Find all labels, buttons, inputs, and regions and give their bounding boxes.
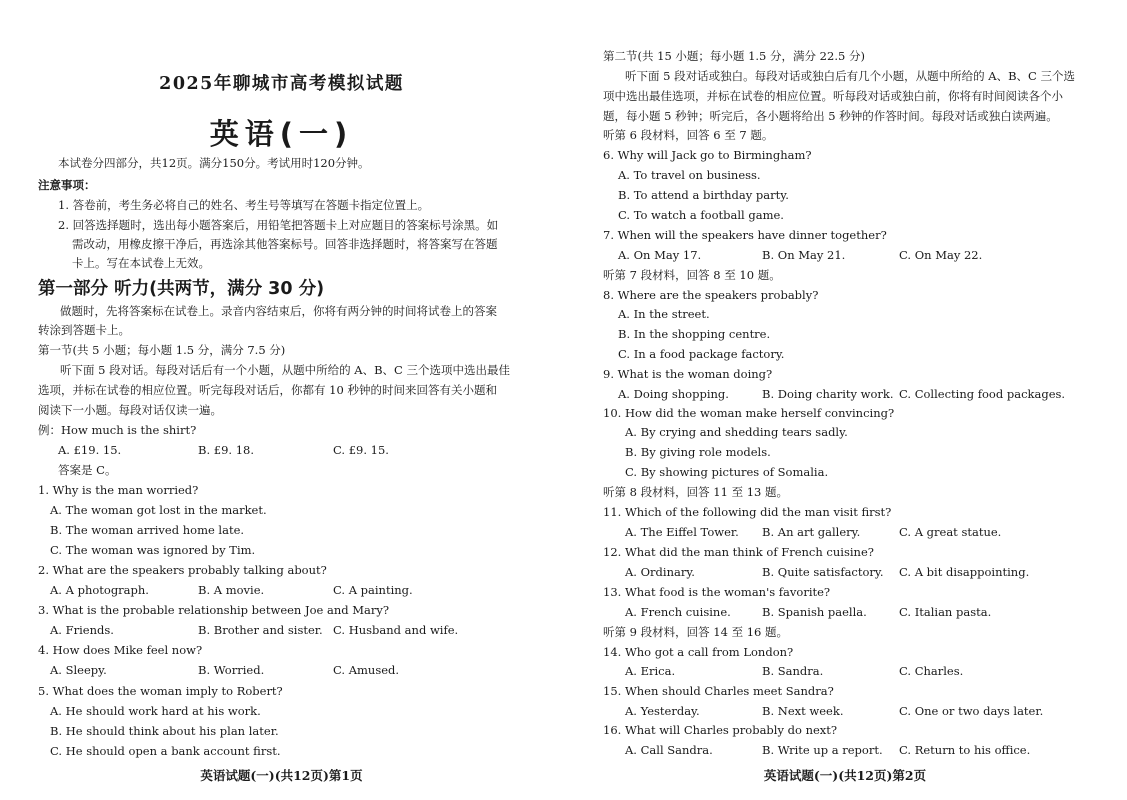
part1-instruction-line-2: 转涂到答题卡上。	[38, 323, 130, 337]
exam-title: 2025年聊城市高考模拟试题	[159, 74, 404, 94]
question-10-option-b: B. By giving role models.	[625, 445, 771, 459]
question-8-option-b: B. In the shopping centre.	[618, 327, 771, 341]
question-12-option-b: B. Quite satisfactory.	[762, 565, 884, 579]
example-option-b: B. £9. 18.	[198, 443, 254, 457]
question-11-option-b: B. An art gallery.	[762, 525, 861, 539]
note-2-line-2: 需改动，用橡皮擦干净后，再选涂其他答案标号。回答非选择题时，将答案写在答题	[72, 237, 498, 251]
question-12-option-a: A. Ordinary.	[625, 565, 695, 579]
question-7-option-a: A. On May 17.	[618, 248, 702, 262]
question-13-option-c: C. Italian pasta.	[899, 605, 992, 619]
question-11: 11. Which of the following did the man visit first?	[603, 505, 892, 519]
question-11-option-c: C. A great statue.	[899, 525, 1002, 539]
question-5-option-b: B. He should think about his plan later.	[50, 724, 279, 738]
question-15-option-a: A. Yesterday.	[625, 704, 700, 718]
question-14-option-c: C. Charles.	[899, 664, 964, 678]
question-1-option-c: C. The woman was ignored by Tim.	[50, 543, 256, 557]
question-13-option-b: B. Spanish paella.	[762, 605, 867, 619]
question-4-option-b: B. Worried.	[198, 663, 265, 677]
question-14-option-b: B. Sandra.	[762, 664, 824, 678]
question-2-option-b: B. A movie.	[198, 583, 265, 597]
right-page-footer: 英语试题(一)(共12页)第2页	[763, 768, 927, 783]
part1-instruction-line-1: 做题时，先将答案标在试卷上。录音内容结束后，你将有两分钟的时间将试卷上的答案	[60, 304, 497, 318]
question-2-option-a: A. A photograph.	[50, 583, 149, 597]
question-9-option-c: C. Collecting food packages.	[899, 387, 1066, 401]
material-6-heading: 听第 6 段材料，回答 6 至 7 题。	[603, 128, 774, 142]
section1-instruction-line-2: 选项，并标在试卷的相应位置。听完每段对话后，你都有 10 秒钟的时间来回答有关小题和	[38, 383, 497, 397]
question-16-option-a: A. Call Sandra.	[625, 743, 713, 757]
question-7-option-c: C. On May 22.	[899, 248, 983, 262]
example-option-c: C. £9. 15.	[333, 443, 389, 457]
section1-heading: 第一节(共 5 小题；每小题 1.5 分，满分 7.5 分)	[38, 343, 286, 357]
example-option-a: A. £19. 15.	[58, 443, 122, 457]
question-8-option-a: A. In the street.	[618, 307, 710, 321]
section2-instruction-line-2: 项中选出最佳选项，并标在试卷的相应位置。听每段对话或独白前，你将有时间阅读各个小	[603, 89, 1063, 103]
question-10: 10. How did the woman make herself convincing?	[603, 406, 895, 420]
section1-instruction-line-3: 阅读下一小题。每段对话仅读一遍。	[38, 403, 222, 417]
question-15-option-c: C. One or two days later.	[899, 704, 1044, 718]
question-5-option-c: C. He should open a bank account first.	[50, 744, 281, 758]
question-4: 4. How does Mike feel now?	[38, 643, 203, 657]
question-6-option-b: B. To attend a birthday party.	[618, 188, 789, 202]
question-3-option-b: B. Brother and sister.	[198, 623, 323, 637]
question-3-option-c: C. Husband and wife.	[333, 623, 459, 637]
subject-title: 英语(一)	[209, 117, 354, 151]
question-13: 13. What food is the woman's favorite?	[603, 585, 831, 599]
question-4-option-a: A. Sleepy.	[50, 663, 107, 677]
section2-heading: 第二节(共 15 小题；每小题 1.5 分，满分 22.5 分)	[603, 49, 865, 63]
question-7-option-b: B. On May 21.	[762, 248, 846, 262]
question-8: 8. Where are the speakers probably?	[603, 288, 819, 302]
note-2-line-3: 卡上。写在本试卷上无效。	[72, 256, 210, 270]
question-15-option-b: B. Next week.	[762, 704, 844, 718]
note-2-line-1: 2. 回答选择题时，选出每小题答案后，用铅笔把答题卡上对应题目的答案标号涂黑。如	[58, 218, 499, 232]
question-16: 16. What will Charles probably do next?	[603, 723, 838, 737]
question-3: 3. What is the probable relationship between Joe and Mary?	[38, 603, 390, 617]
question-12-option-c: C. A bit disappointing.	[899, 565, 1030, 579]
question-1: 1. Why is the man worried?	[38, 483, 199, 497]
question-5-option-a: A. He should work hard at his work.	[50, 704, 261, 718]
question-16-option-b: B. Write up a report.	[762, 743, 883, 757]
question-14-option-a: A. Erica.	[625, 664, 676, 678]
question-5: 5. What does the woman imply to Robert?	[38, 684, 283, 698]
note-1: 1. 答卷前，考生务必将自己的姓名、考生号等填写在答题卡指定位置上。	[58, 198, 430, 212]
question-9-option-b: B. Doing charity work.	[762, 387, 894, 401]
part1-heading: 第一部分 听力(共两节，满分 30 分)	[38, 279, 325, 299]
question-14: 14. Who got a call from London?	[603, 645, 794, 659]
left-page-footer: 英语试题(一)(共12页)第1页	[200, 768, 363, 783]
question-6: 6. Why will Jack go to Birmingham?	[603, 148, 812, 162]
material-9-heading: 听第 9 段材料，回答 14 至 16 题。	[603, 625, 789, 639]
example-answer: 答案是 C。	[58, 463, 117, 477]
section2-instruction-line-1: 听下面 5 段对话或独白。每段对话或独白后有几个小题，从题中所给的 A、B、C 三个选	[625, 69, 1075, 83]
section2-instruction-line-3: 题，每小题 5 秒钟；听完后，各小题将给出 5 秒钟的作答时间。每段对话或独白读两遍。	[603, 109, 1058, 123]
material-7-heading: 听第 7 段材料，回答 8 至 10 题。	[603, 268, 781, 282]
question-13-option-a: A. French cuisine.	[625, 605, 731, 619]
intro-text: 本试卷分四部分，共12页。满分150分。考试用时120分钟。	[58, 156, 370, 170]
question-10-option-a: A. By crying and shedding tears sadly.	[625, 425, 848, 439]
question-9: 9. What is the woman doing?	[603, 367, 773, 381]
question-9-option-a: A. Doing shopping.	[618, 387, 729, 401]
question-6-option-c: C. To watch a football game.	[618, 208, 784, 222]
question-1-option-b: B. The woman arrived home late.	[50, 523, 245, 537]
question-7: 7. When will the speakers have dinner together?	[603, 228, 887, 242]
notes-heading: 注意事项：	[38, 178, 96, 192]
example-question: 例：How much is the shirt?	[38, 423, 197, 437]
question-15: 15. When should Charles meet Sandra?	[603, 684, 834, 698]
question-2: 2. What are the speakers probably talking about?	[38, 563, 327, 577]
question-16-option-c: C. Return to his office.	[899, 743, 1031, 757]
question-3-option-a: A. Friends.	[50, 623, 114, 637]
question-11-option-a: A. The Eiffel Tower.	[625, 525, 739, 539]
section1-instruction-line-1: 听下面 5 段对话。每段对话后有一个小题，从题中所给的 A、B、C 三个选项中选出最佳	[60, 363, 510, 377]
question-2-option-c: C. A painting.	[333, 583, 413, 597]
question-6-option-a: A. To travel on business.	[618, 168, 761, 182]
question-1-option-a: A. The woman got lost in the market.	[50, 503, 267, 517]
question-10-option-c: C. By showing pictures of Somalia.	[625, 465, 829, 479]
material-8-heading: 听第 8 段材料，回答 11 至 13 题。	[603, 485, 789, 499]
question-4-option-c: C. Amused.	[333, 663, 400, 677]
question-8-option-c: C. In a food package factory.	[618, 347, 785, 361]
question-12: 12. What did the man think of French cuisine?	[603, 545, 874, 559]
